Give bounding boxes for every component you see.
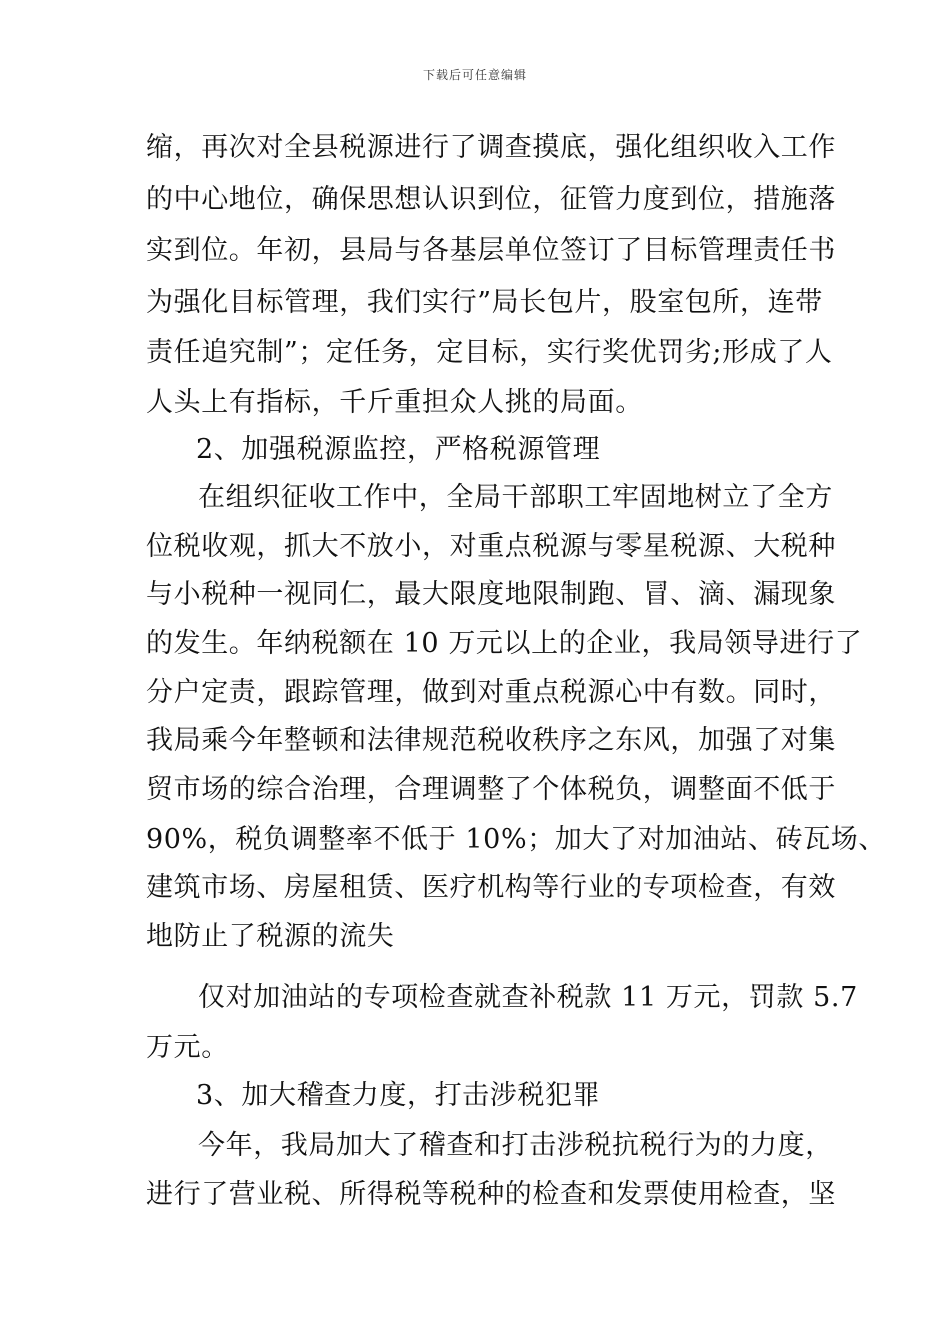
body-line: 分户定责，跟踪管理，做到对重点税源心中有数。同时， <box>146 677 836 708</box>
body-line: 90%，税负调整率不低于 10%；加大了对加油站、砖瓦场、 <box>146 824 887 855</box>
body-line: 的发生。年纳税额在 10 万元以上的企业，我局领导进行了 <box>146 628 863 659</box>
body-line: 位税收观，抓大不放小，对重点税源与零星税源、大税种 <box>146 531 836 562</box>
body-line: 万元。 <box>146 1032 229 1063</box>
body-line: 在组织征收工作中，全局干部职工牢固地树立了全方 <box>198 482 833 513</box>
body-line: 为强化目标管理，我们实行”局长包片，股室包所，连带 <box>146 287 823 318</box>
body-line: 地防止了税源的流失 <box>146 921 395 952</box>
body-line: 缩，再次对全县税源进行了调查摸底，强化组织收入工作 <box>146 132 836 163</box>
body-line: 今年，我局加大了稽查和打击涉税抗税行为的力度， <box>198 1130 833 1161</box>
body-line: 与小税种一视同仁，最大限度地限制跑、冒、滴、漏现象 <box>146 579 836 610</box>
body-line: 建筑市场、房屋租赁、医疗机构等行业的专项检查，有效 <box>146 872 836 903</box>
body-line: 人头上有指标，千斤重担众人挑的局面。 <box>146 387 643 418</box>
body-line: 责任追究制”；定任务，定目标，实行奖优罚劣;形成了人 <box>146 337 833 368</box>
body-line: 的中心地位，确保思想认识到位，征管力度到位，措施落 <box>146 184 836 215</box>
body-line: 实到位。年初，县局与各基层单位签订了目标管理责任书 <box>146 235 836 266</box>
section-heading: 3、加大稽查力度，打击涉税犯罪 <box>196 1080 601 1111</box>
header-note: 下载后可任意编辑 <box>422 68 527 82</box>
body-line: 我局乘今年整顿和法律规范税收秩序之东风，加强了对集 <box>146 725 836 756</box>
body-line: 仅对加油站的专项检查就查补税款 11 万元，罚款 5.7 <box>198 982 858 1013</box>
body-line: 进行了营业税、所得税等税种的检查和发票使用检查，坚 <box>146 1179 836 1210</box>
section-heading: 2、加强税源监控，严格税源管理 <box>196 434 601 465</box>
body-line: 贸市场的综合治理，合理调整了个体税负，调整面不低于 <box>146 774 836 805</box>
